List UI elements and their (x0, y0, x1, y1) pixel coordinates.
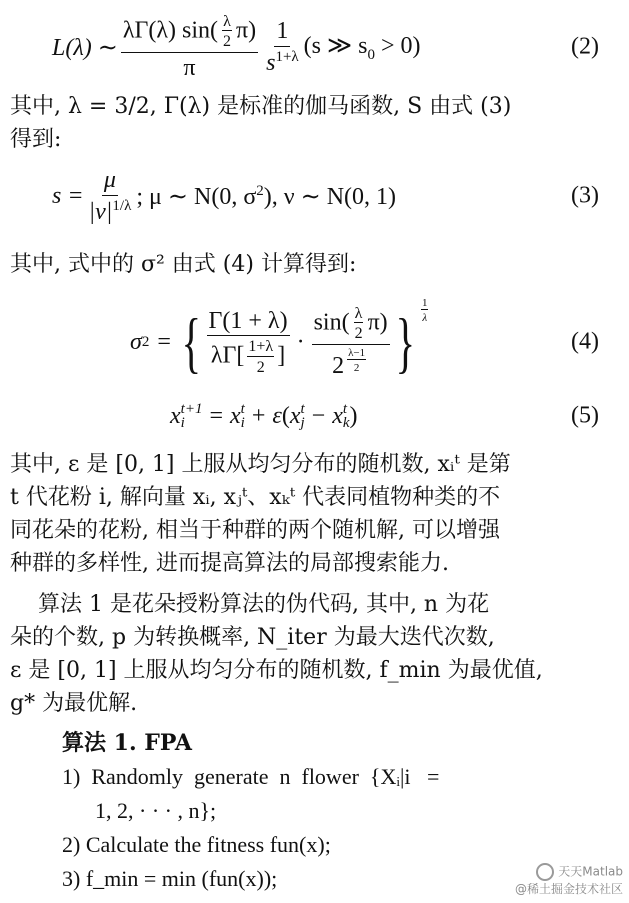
eq2-condition: (s ≫ $s_0 > 0$) (303, 32, 421, 63)
equation-2 (0, 8, 629, 86)
algorithm-step: 1) Randomly generate n flower {Xᵢ|i = (62, 764, 440, 789)
eq3-fraction: $\frac{\mu}{|\nu|^{1/\lambda}}$ (88, 167, 132, 225)
eq2-label: (2) (571, 33, 599, 60)
wechat-icon (536, 863, 554, 881)
eq3-distributions: ; μ ∼ N(0, $\sigma^2$), ν ∼ N(0, 1) (136, 182, 397, 210)
eq5-label: (5) (571, 402, 599, 429)
right-brace: } (395, 304, 415, 380)
eq3-label: (3) (571, 182, 599, 209)
paragraph-4: 算法 1 是花朵授粉算法的伪代码, 其中, n 为花 朵的个数, p 为转换概率, N_iter 为最大迭代次数, ε 是 [0, 1] 上服从均匀分布的随机数, f_min 为最优值, g* 为最优解. (10, 592, 543, 716)
eq2-fraction-1: λΓ(λ) sin( $\frac{\lambda}{2}$ π) π (122, 12, 257, 81)
eq4-fraction-2: sin( $\frac{\lambda}{2}$ π) 2 $^{\frac{\lambda-1}{2}}$ (313, 304, 388, 379)
algorithm-step: 1, 2, · · · , n}; (62, 798, 217, 823)
left-brace: { (181, 304, 202, 380)
equation-4: σ 2 = { Γ(1 + λ) λΓ[ $\frac{1+\lambda}{2}$ ] · sin( $\frac{\lambda}{2}$ π) 2 $^{\frac{\lambda-1}{2}}$ } $\frac{1}{\lambda}$ (4) (130, 296, 599, 380)
eq4-label: (4) (571, 328, 599, 355)
paragraph-1: 其中, λ = 3/2, Γ(λ) 是标准的伽马函数, S 由式 (3) 得到: (10, 94, 512, 152)
eq2-lhs: L(λ) ∼ (52, 34, 118, 61)
eq2-fraction-2: $\frac{1}{s^{1+\lambda}}$ (266, 18, 299, 76)
paragraph-3: 其中, ε 是 [0, 1] 上服从均匀分布的随机数, xᵢᵗ 是第 t 代花粉 i, 解向量 xᵢ, xⱼᵗ、xₖᵗ 代表同植物种类的不 同花朵的花粉, 相当于种群的两个随机解, 可以增强 种群的多样性, 进而提高算法的局部搜索能力. (10, 452, 511, 576)
algorithm-step: 3) f_min = min (fun(x)); (62, 866, 278, 891)
paragraph-2: 其中, 式中的 σ² 由式 (4) 计算得到: (10, 252, 357, 277)
algorithm-block (62, 726, 439, 896)
eq4-fraction-1: Γ(1 + λ) λΓ[ $\frac{1+\lambda}{2}$ ] (208, 307, 288, 376)
algorithm-step: 2) Calculate the fitness fun(x); (62, 832, 331, 857)
watermark: 天天Matlab @稀土掘金技术社区 (514, 864, 623, 896)
eq4-outer-exponent: $\frac{1}{\lambda}$ (421, 296, 428, 324)
equation-5: x t+1 i = x t i + ε ( x t j − x t k ) (5) (170, 401, 599, 431)
algorithm-title: 算法 1. FPA (62, 730, 192, 756)
equation-3: s = $\frac{\mu}{|\nu|^{1/\lambda}}$ ; μ ∼ N(0, $\sigma^2$), ν ∼ N(0, 1) (3) (52, 167, 599, 225)
